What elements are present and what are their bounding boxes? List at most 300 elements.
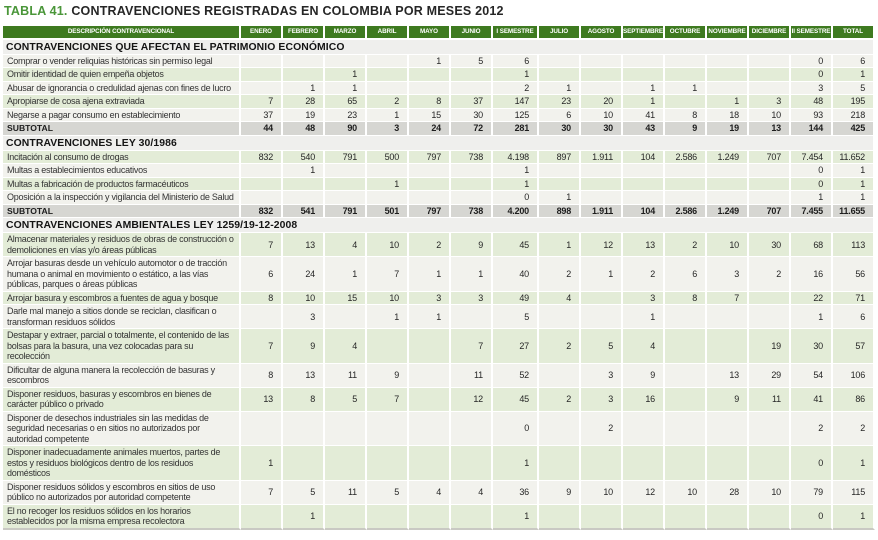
value-cell [539, 55, 581, 69]
value-cell [749, 55, 791, 69]
month-column-header: I SEMESTRE [493, 26, 539, 40]
value-cell: 2 [539, 257, 581, 292]
value-cell: 68 [791, 233, 833, 257]
value-cell [707, 191, 749, 205]
value-cell: 2 [493, 82, 539, 96]
value-cell [241, 82, 283, 96]
value-cell [367, 446, 409, 481]
value-cell: 1 [493, 505, 539, 530]
value-cell: 10 [749, 109, 791, 123]
value-cell: 10 [707, 233, 749, 257]
value-cell: 1 [325, 68, 367, 82]
value-cell [749, 305, 791, 329]
value-cell: 29 [749, 364, 791, 388]
value-cell: 1 [409, 257, 451, 292]
value-cell: 1 [367, 178, 409, 192]
subtotal-value-cell: 281 [493, 122, 539, 136]
value-cell [409, 412, 451, 447]
value-cell [749, 446, 791, 481]
value-cell [665, 329, 707, 364]
value-cell: 10 [581, 481, 623, 505]
value-cell: 7 [241, 481, 283, 505]
value-cell [241, 412, 283, 447]
subtotal-value-cell: 797 [409, 205, 451, 219]
value-cell: 8 [665, 292, 707, 306]
value-cell [409, 191, 451, 205]
subtotal-value-cell: 791 [325, 205, 367, 219]
value-cell [283, 55, 325, 69]
value-cell: 6 [665, 257, 707, 292]
value-cell: 4 [451, 481, 493, 505]
value-cell [325, 191, 367, 205]
value-cell [581, 305, 623, 329]
value-cell: 1 [833, 178, 875, 192]
value-cell: 1 [493, 68, 539, 82]
row-description: Disponer de desechos industriales sin las medidas de seguridad necesarias o en sitios no autorizados por autoridad competente [3, 412, 241, 447]
value-cell [325, 412, 367, 447]
value-cell: 9 [367, 364, 409, 388]
value-cell [367, 82, 409, 96]
value-cell: 2 [539, 388, 581, 412]
value-cell: 8 [409, 95, 451, 109]
value-cell [581, 178, 623, 192]
value-cell: 0 [791, 505, 833, 530]
value-cell [665, 364, 707, 388]
subtotal-value-cell: 19 [707, 122, 749, 136]
value-cell [707, 55, 749, 69]
value-cell: 1 [493, 178, 539, 192]
month-column-header: JUNIO [451, 26, 493, 40]
subtotal-value-cell: 11.655 [833, 205, 875, 219]
value-cell: 540 [283, 151, 325, 165]
value-cell: 28 [707, 481, 749, 505]
table-row [3, 257, 875, 292]
value-cell: 2 [409, 233, 451, 257]
value-cell [451, 505, 493, 530]
value-cell [749, 68, 791, 82]
value-cell [325, 178, 367, 192]
value-cell: 3 [581, 364, 623, 388]
table-row [3, 481, 875, 505]
value-cell: 0 [493, 191, 539, 205]
value-cell: 7 [707, 292, 749, 306]
value-cell [623, 505, 665, 530]
subtotal-value-cell: 30 [581, 122, 623, 136]
value-cell: 0 [493, 412, 539, 447]
section-title: CONTRAVENCIONES QUE AFECTAN EL PATRIMONIO ECONÓMICO [3, 40, 875, 55]
value-cell: 9 [623, 364, 665, 388]
value-cell [409, 178, 451, 192]
value-cell [665, 446, 707, 481]
value-cell [539, 364, 581, 388]
value-cell: 897 [539, 151, 581, 165]
value-cell: 1.249 [707, 151, 749, 165]
value-cell: 797 [409, 151, 451, 165]
value-cell: 9 [707, 388, 749, 412]
value-cell [409, 364, 451, 388]
value-cell [581, 68, 623, 82]
value-cell: 6 [493, 55, 539, 69]
subtotal-value-cell: 13 [749, 122, 791, 136]
value-cell: 2 [581, 412, 623, 447]
value-cell: 3 [409, 292, 451, 306]
value-cell: 0 [791, 55, 833, 69]
value-cell: 7 [367, 257, 409, 292]
table-row [3, 164, 875, 178]
value-cell: 10 [367, 292, 409, 306]
table-title-number: TABLA 41. [4, 4, 68, 18]
subtotal-value-cell: 425 [833, 122, 875, 136]
value-cell [665, 505, 707, 530]
value-cell: 54 [791, 364, 833, 388]
subtotal-row [3, 122, 875, 136]
value-cell: 4 [325, 233, 367, 257]
value-cell: 23 [539, 95, 581, 109]
row-description: Dificultar de alguna manera la recolección de basuras y escombros [3, 364, 241, 388]
row-description: Multas a establecimientos educativos [3, 164, 241, 178]
value-cell: 10 [367, 233, 409, 257]
value-cell: 1 [283, 164, 325, 178]
value-cell: 4 [539, 292, 581, 306]
row-description: Comprar o vender reliquias históricas sin permiso legal [3, 55, 241, 69]
month-column-header: MAYO [409, 26, 451, 40]
month-column-header: OCTUBRE [665, 26, 707, 40]
subtotal-value-cell: 898 [539, 205, 581, 219]
month-column-header: FEBRERO [283, 26, 325, 40]
subtotal-value-cell: 9 [665, 122, 707, 136]
value-cell: 707 [749, 151, 791, 165]
value-cell [623, 55, 665, 69]
subtotal-value-cell: 44 [241, 122, 283, 136]
value-cell: 1 [539, 191, 581, 205]
subtotal-value-cell: 104 [623, 205, 665, 219]
value-cell [749, 191, 791, 205]
value-cell: 5 [493, 305, 539, 329]
value-cell: 41 [623, 109, 665, 123]
value-cell: 11.652 [833, 151, 875, 165]
section-header-row [3, 218, 875, 233]
value-cell: 7 [241, 329, 283, 364]
value-cell [539, 164, 581, 178]
table-row [3, 388, 875, 412]
value-cell: 6 [833, 55, 875, 69]
row-description: Oposición a la inspección y vigilancia del Ministerio de Salud [3, 191, 241, 205]
subtotal-value-cell: 501 [367, 205, 409, 219]
table-row [3, 191, 875, 205]
month-column-header: MARZO [325, 26, 367, 40]
value-cell: 3 [749, 95, 791, 109]
value-cell: 195 [833, 95, 875, 109]
value-cell: 106 [833, 364, 875, 388]
value-cell [367, 68, 409, 82]
subtotal-value-cell: 707 [749, 205, 791, 219]
value-cell [409, 329, 451, 364]
table-row [3, 505, 875, 530]
value-cell: 1 [623, 95, 665, 109]
value-cell [707, 329, 749, 364]
table-row [3, 82, 875, 96]
value-cell: 24 [283, 257, 325, 292]
value-cell: 10 [749, 481, 791, 505]
subtotal-value-cell: 832 [241, 205, 283, 219]
value-cell [539, 446, 581, 481]
value-cell: 28 [283, 95, 325, 109]
value-cell: 2 [791, 412, 833, 447]
value-cell: 7 [241, 95, 283, 109]
table-row [3, 151, 875, 165]
value-cell: 93 [791, 109, 833, 123]
value-cell [623, 68, 665, 82]
section-header-row [3, 40, 875, 55]
value-cell: 1 [367, 109, 409, 123]
value-cell [665, 191, 707, 205]
value-cell [241, 55, 283, 69]
value-cell: 832 [241, 151, 283, 165]
value-cell [581, 292, 623, 306]
subtotal-value-cell: 2.586 [665, 205, 707, 219]
value-cell [325, 55, 367, 69]
value-cell [367, 505, 409, 530]
value-cell [367, 191, 409, 205]
value-cell [581, 191, 623, 205]
value-cell [623, 164, 665, 178]
value-cell: 1 [451, 257, 493, 292]
value-cell: 1 [283, 82, 325, 96]
value-cell: 56 [833, 257, 875, 292]
value-cell: 1 [539, 233, 581, 257]
value-cell [451, 412, 493, 447]
value-cell: 16 [791, 257, 833, 292]
value-cell: 3 [451, 292, 493, 306]
value-cell [665, 305, 707, 329]
subtotal-value-cell: 7.455 [791, 205, 833, 219]
subtotal-value-cell: 30 [539, 122, 581, 136]
value-cell: 41 [791, 388, 833, 412]
value-cell: 40 [493, 257, 539, 292]
month-column-header: ENERO [241, 26, 283, 40]
column-header-row [3, 26, 875, 40]
subtotal-value-cell: 3 [367, 122, 409, 136]
value-cell: 1 [325, 82, 367, 96]
value-cell [665, 178, 707, 192]
table-row [3, 305, 875, 329]
table-row [3, 95, 875, 109]
value-cell: 6 [833, 305, 875, 329]
row-description: Disponer inadecuadamente animales muertos, partes de estos y residuos biológicos dentro de los residuos domésticos [3, 446, 241, 481]
contraventions-table [3, 26, 875, 530]
value-cell: 5 [581, 329, 623, 364]
value-cell: 22 [791, 292, 833, 306]
value-cell [749, 292, 791, 306]
value-cell: 5 [367, 481, 409, 505]
value-cell [283, 68, 325, 82]
month-column-header: JULIO [539, 26, 581, 40]
value-cell: 71 [833, 292, 875, 306]
table-row [3, 233, 875, 257]
month-column-header: SEPTIEMBRE [623, 26, 665, 40]
value-cell: 11 [451, 364, 493, 388]
value-cell [367, 55, 409, 69]
value-cell [283, 178, 325, 192]
value-cell: 4 [623, 329, 665, 364]
value-cell: 13 [623, 233, 665, 257]
value-cell: 10 [283, 292, 325, 306]
table-row [3, 292, 875, 306]
value-cell [409, 388, 451, 412]
subtotal-value-cell: 48 [283, 122, 325, 136]
month-column-header: AGOSTO [581, 26, 623, 40]
value-cell [623, 178, 665, 192]
row-description: Darle mal manejo a sitios donde se reciclan, clasifican o transforman residuos sólidos [3, 305, 241, 329]
value-cell: 9 [451, 233, 493, 257]
value-cell: 500 [367, 151, 409, 165]
row-description: Arrojar basuras desde un vehículo automotor o de tracción humana o animal en movimiento o estático, a las vías públicas, parques o áreas públicas [3, 257, 241, 292]
value-cell: 1 [409, 305, 451, 329]
value-cell: 0 [791, 164, 833, 178]
value-cell: 2 [749, 257, 791, 292]
row-description: Multas a fabricación de productos farmacéuticos [3, 178, 241, 192]
value-cell: 7 [451, 329, 493, 364]
value-cell: 8 [283, 388, 325, 412]
value-cell [539, 178, 581, 192]
value-cell [623, 412, 665, 447]
table-row [3, 109, 875, 123]
value-cell: 3 [283, 305, 325, 329]
value-cell: 8 [241, 292, 283, 306]
value-cell: 1 [409, 55, 451, 69]
value-cell [749, 178, 791, 192]
value-cell [707, 82, 749, 96]
value-cell [367, 329, 409, 364]
value-cell: 9 [539, 481, 581, 505]
value-cell: 27 [493, 329, 539, 364]
month-column-header: ABRIL [367, 26, 409, 40]
subtotal-value-cell: 43 [623, 122, 665, 136]
subtotal-label: SUBTOTAL [3, 122, 241, 136]
row-description: Omitir identidad de quien empeña objetos [3, 68, 241, 82]
value-cell: 49 [493, 292, 539, 306]
row-description: Incitación al consumo de drogas [3, 151, 241, 165]
value-cell: 86 [833, 388, 875, 412]
value-cell: 5 [451, 55, 493, 69]
value-cell: 125 [493, 109, 539, 123]
value-cell [451, 446, 493, 481]
value-cell [707, 164, 749, 178]
value-cell: 79 [791, 481, 833, 505]
table-row [3, 446, 875, 481]
value-cell [241, 305, 283, 329]
value-cell: 10 [581, 109, 623, 123]
value-cell: 2.586 [665, 151, 707, 165]
subtotal-value-cell: 541 [283, 205, 325, 219]
value-cell: 19 [749, 329, 791, 364]
value-cell [241, 164, 283, 178]
value-cell [665, 164, 707, 178]
value-cell: 36 [493, 481, 539, 505]
value-cell: 1 [833, 446, 875, 481]
value-cell: 1 [493, 446, 539, 481]
value-cell: 8 [665, 109, 707, 123]
value-cell: 13 [283, 364, 325, 388]
value-cell: 30 [749, 233, 791, 257]
value-cell: 7.454 [791, 151, 833, 165]
value-cell: 1 [791, 191, 833, 205]
table-row [3, 55, 875, 69]
value-cell: 57 [833, 329, 875, 364]
value-cell: 15 [409, 109, 451, 123]
value-cell: 15 [325, 292, 367, 306]
value-cell: 1 [833, 191, 875, 205]
value-cell [749, 164, 791, 178]
value-cell: 1 [325, 257, 367, 292]
row-description: El no recoger los residuos sólidos en los horarios establecidos por la misma empresa recolectora [3, 505, 241, 530]
subtotal-value-cell: 4.200 [493, 205, 539, 219]
value-cell [707, 305, 749, 329]
value-cell [707, 446, 749, 481]
subtotal-value-cell: 1.249 [707, 205, 749, 219]
value-cell: 1 [833, 164, 875, 178]
description-column-header: DESCRIPCIÓN CONTRAVENCIONAL [3, 26, 241, 40]
value-cell [581, 446, 623, 481]
row-description: Arrojar basura y escombros a fuentes de agua y bosque [3, 292, 241, 306]
value-cell [409, 505, 451, 530]
value-cell: 1 [833, 68, 875, 82]
value-cell: 738 [451, 151, 493, 165]
value-cell [707, 412, 749, 447]
value-cell [367, 164, 409, 178]
value-cell: 30 [451, 109, 493, 123]
value-cell: 115 [833, 481, 875, 505]
value-cell [325, 305, 367, 329]
value-cell: 7 [241, 233, 283, 257]
subtotal-value-cell: 1.911 [581, 205, 623, 219]
value-cell [539, 505, 581, 530]
row-description: Destapar y extraer, parcial o totalmente, el contenido de las bolsas para la basura, una vez colocadas para su recolección [3, 329, 241, 364]
value-cell: 5 [833, 82, 875, 96]
value-cell: 1 [791, 305, 833, 329]
value-cell [409, 164, 451, 178]
table-row [3, 178, 875, 192]
value-cell [283, 446, 325, 481]
value-cell [409, 446, 451, 481]
value-cell: 0 [791, 68, 833, 82]
month-column-header: DICIEMBRE [749, 26, 791, 40]
value-cell: 2 [833, 412, 875, 447]
value-cell: 1 [493, 164, 539, 178]
table-row [3, 364, 875, 388]
value-cell [707, 68, 749, 82]
section-title: CONTRAVENCIONES LEY 30/1986 [3, 136, 875, 151]
value-cell: 218 [833, 109, 875, 123]
value-cell [749, 412, 791, 447]
value-cell: 1 [707, 95, 749, 109]
section-title: CONTRAVENCIONES AMBIENTALES LEY 1259/19-12-2008 [3, 218, 875, 233]
value-cell [665, 412, 707, 447]
value-cell: 1 [833, 505, 875, 530]
subtotal-value-cell: 144 [791, 122, 833, 136]
value-cell: 4 [325, 329, 367, 364]
value-cell: 1 [539, 82, 581, 96]
value-cell: 4 [409, 481, 451, 505]
value-cell [241, 68, 283, 82]
value-cell: 45 [493, 388, 539, 412]
value-cell [581, 505, 623, 530]
value-cell: 3 [623, 292, 665, 306]
value-cell: 113 [833, 233, 875, 257]
month-column-header: TOTAL [833, 26, 875, 40]
section-header-row [3, 136, 875, 151]
value-cell [581, 55, 623, 69]
